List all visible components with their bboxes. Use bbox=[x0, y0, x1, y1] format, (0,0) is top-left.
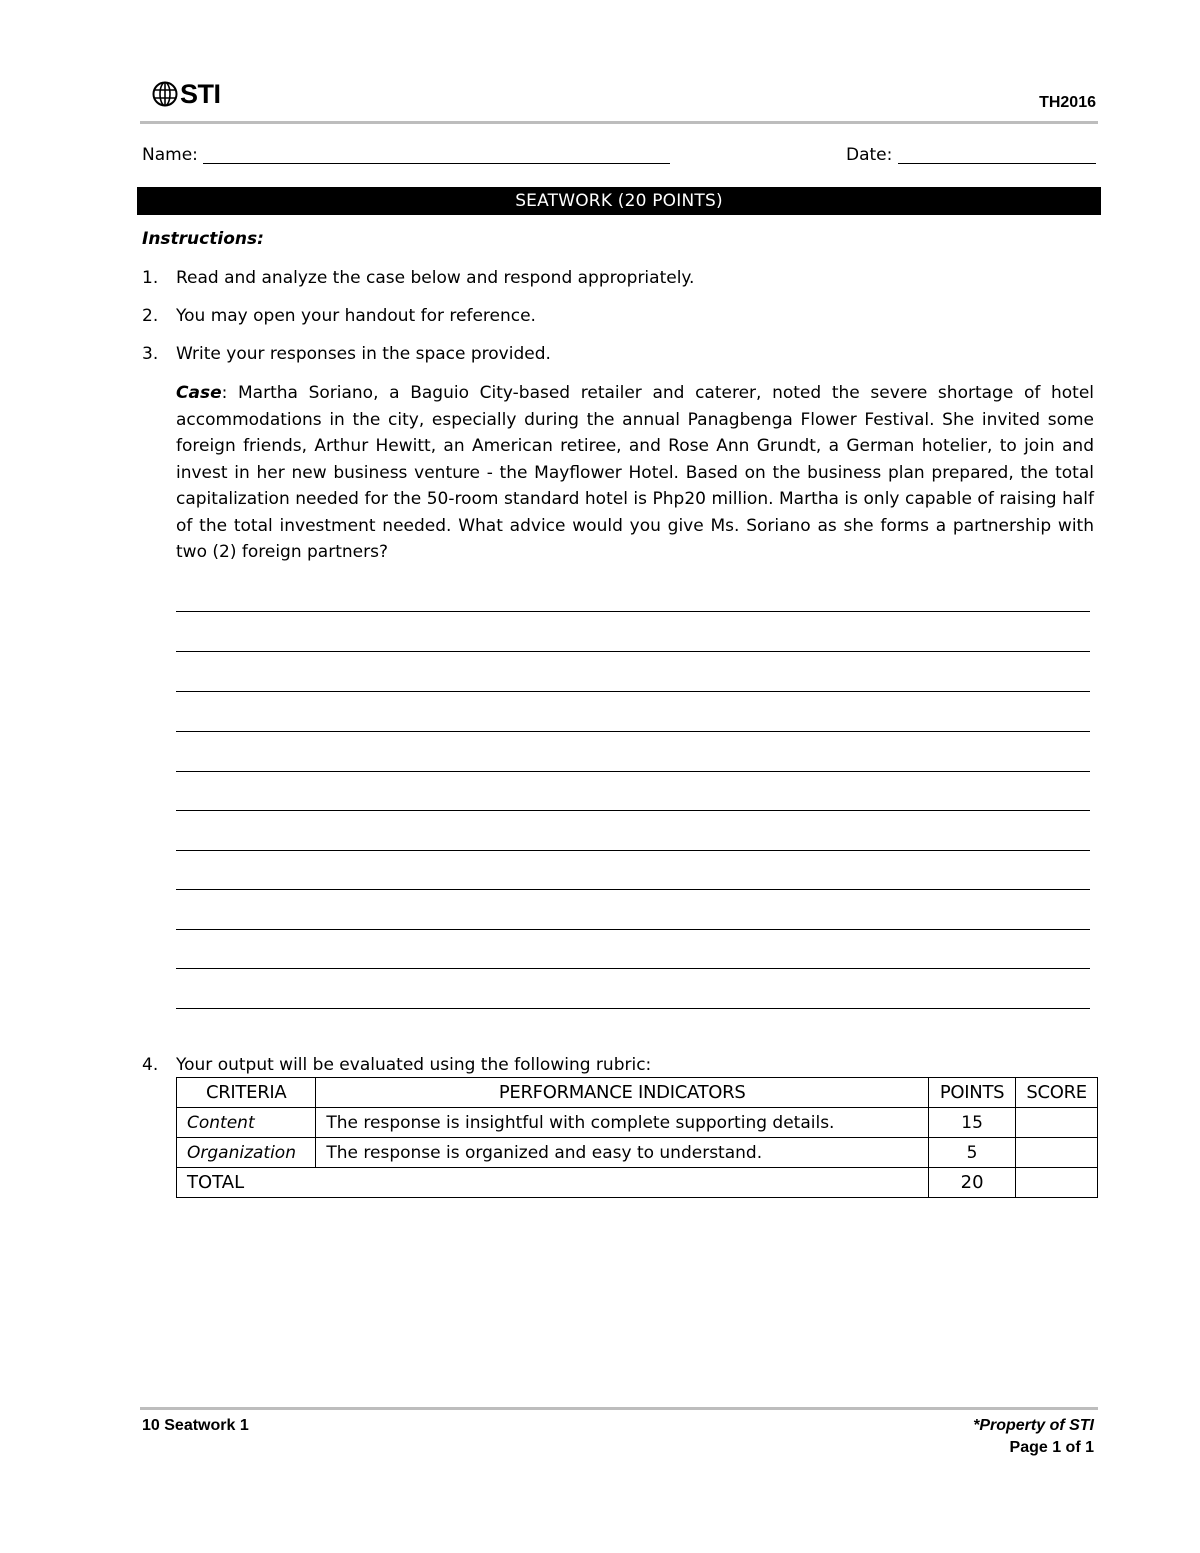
answer-line[interactable] bbox=[176, 810, 1090, 811]
logo-text: STI bbox=[180, 78, 221, 109]
case-paragraph: Case: Martha Soriano, a Baguio City-based retailer and caterer, noted the severe shortage of hotel accommodations in the city, especially during the annual Panagbenga Flower Festival. She invited some foreign friends, Arthur Hewitt, an American retiree, and Rose Ann Grundt, a German hotelier, to join and invest in her new business venture - the Mayflower Hotel. Based on the business plan prepared, the total capitalization needed for the 50-room standard hotel is Php20 million. Martha is only capable of raising half of the total investment needed. What advice would you give Ms. Soriano as she forms a partnership with two (2) foreign partners? bbox=[176, 383, 1095, 562]
indicator-cell: The response is insightful with complete supporting details. bbox=[316, 1108, 929, 1138]
instruction-item bbox=[142, 1055, 1102, 1075]
rubric-total-row bbox=[177, 1168, 1098, 1198]
instruction-item bbox=[142, 344, 1102, 364]
header-rule bbox=[140, 121, 1098, 124]
rubric-row bbox=[177, 1138, 1098, 1168]
property-notice: *Property of STI bbox=[973, 1417, 1094, 1434]
instruction-item bbox=[142, 268, 1102, 288]
points-cell: 15 bbox=[928, 1108, 1015, 1138]
instruction-number: 3. bbox=[142, 344, 159, 364]
answer-line[interactable] bbox=[176, 1008, 1090, 1009]
criteria-cell: Content bbox=[177, 1108, 316, 1138]
answer-line[interactable] bbox=[176, 850, 1090, 851]
total-label: TOTAL bbox=[177, 1168, 929, 1198]
instruction-text: Write your responses in the space provided. bbox=[176, 344, 551, 364]
seatwork-banner: SEATWORK (20 POINTS) bbox=[137, 187, 1101, 215]
name-label: Name: bbox=[142, 145, 198, 165]
answer-line[interactable] bbox=[176, 889, 1090, 890]
globe-icon bbox=[152, 81, 178, 107]
page-number: Page 1 of 1 bbox=[1009, 1439, 1094, 1456]
case-text: Martha Soriano, a Baguio City-based retailer and caterer, noted the severe shortage of hotel accommodations in the city, especially during the annual Panagbenga Flower Festival. She invited some foreign friends, Arthur Hewitt, an American retiree, and Rose Ann Grundt, a German hotelier, to join and invest in her new business venture - the Mayflower Hotel. Based on the business plan prepared, the total capitalization needed for the 50-room standard hotel is Php20 million. Martha is only capable of raising half of the total investment needed. What advice would you give Ms. Soriano as she forms a partnership with two (2) foreign partners? bbox=[176, 383, 1095, 562]
criteria-cell: Organization bbox=[177, 1138, 316, 1168]
sti-logo bbox=[152, 78, 232, 110]
date-field[interactable] bbox=[898, 163, 1096, 164]
instruction-number: 4. bbox=[142, 1055, 159, 1075]
answer-line[interactable] bbox=[176, 968, 1090, 969]
score-header: SCORE bbox=[1016, 1078, 1098, 1108]
instruction-item bbox=[142, 306, 1102, 326]
answer-line[interactable] bbox=[176, 929, 1090, 930]
indicator-cell: The response is organized and easy to understand. bbox=[316, 1138, 929, 1168]
indicators-header: PERFORMANCE INDICATORS bbox=[316, 1078, 929, 1108]
total-points: 20 bbox=[928, 1168, 1015, 1198]
score-cell[interactable] bbox=[1016, 1138, 1098, 1168]
answer-line[interactable] bbox=[176, 691, 1090, 692]
criteria-header: CRITERIA bbox=[177, 1078, 316, 1108]
points-header: POINTS bbox=[928, 1078, 1015, 1108]
total-score-cell[interactable] bbox=[1016, 1168, 1098, 1198]
score-cell[interactable] bbox=[1016, 1108, 1098, 1138]
rubric-row bbox=[177, 1108, 1098, 1138]
instructions-heading: Instructions: bbox=[142, 229, 264, 249]
answer-line[interactable] bbox=[176, 731, 1090, 732]
instruction-text: You may open your handout for reference. bbox=[176, 306, 536, 326]
answer-line[interactable] bbox=[176, 651, 1090, 652]
answer-line[interactable] bbox=[176, 771, 1090, 772]
case-label: Case bbox=[176, 383, 222, 403]
rubric-header-row bbox=[177, 1078, 1098, 1108]
rubric-table bbox=[176, 1077, 1098, 1198]
instruction-text: Read and analyze the case below and respond appropriately. bbox=[176, 268, 695, 288]
footer-title: 10 Seatwork 1 bbox=[142, 1417, 249, 1434]
footer-rule bbox=[140, 1407, 1098, 1410]
name-field[interactable] bbox=[203, 163, 670, 164]
instruction-number: 1. bbox=[142, 268, 159, 288]
instruction-text: Your output will be evaluated using the following rubric: bbox=[176, 1055, 652, 1075]
date-label: Date: bbox=[846, 145, 893, 165]
answer-line[interactable] bbox=[176, 611, 1090, 612]
document-code: TH2016 bbox=[1039, 94, 1096, 111]
instruction-number: 2. bbox=[142, 306, 159, 326]
points-cell: 5 bbox=[928, 1138, 1015, 1168]
